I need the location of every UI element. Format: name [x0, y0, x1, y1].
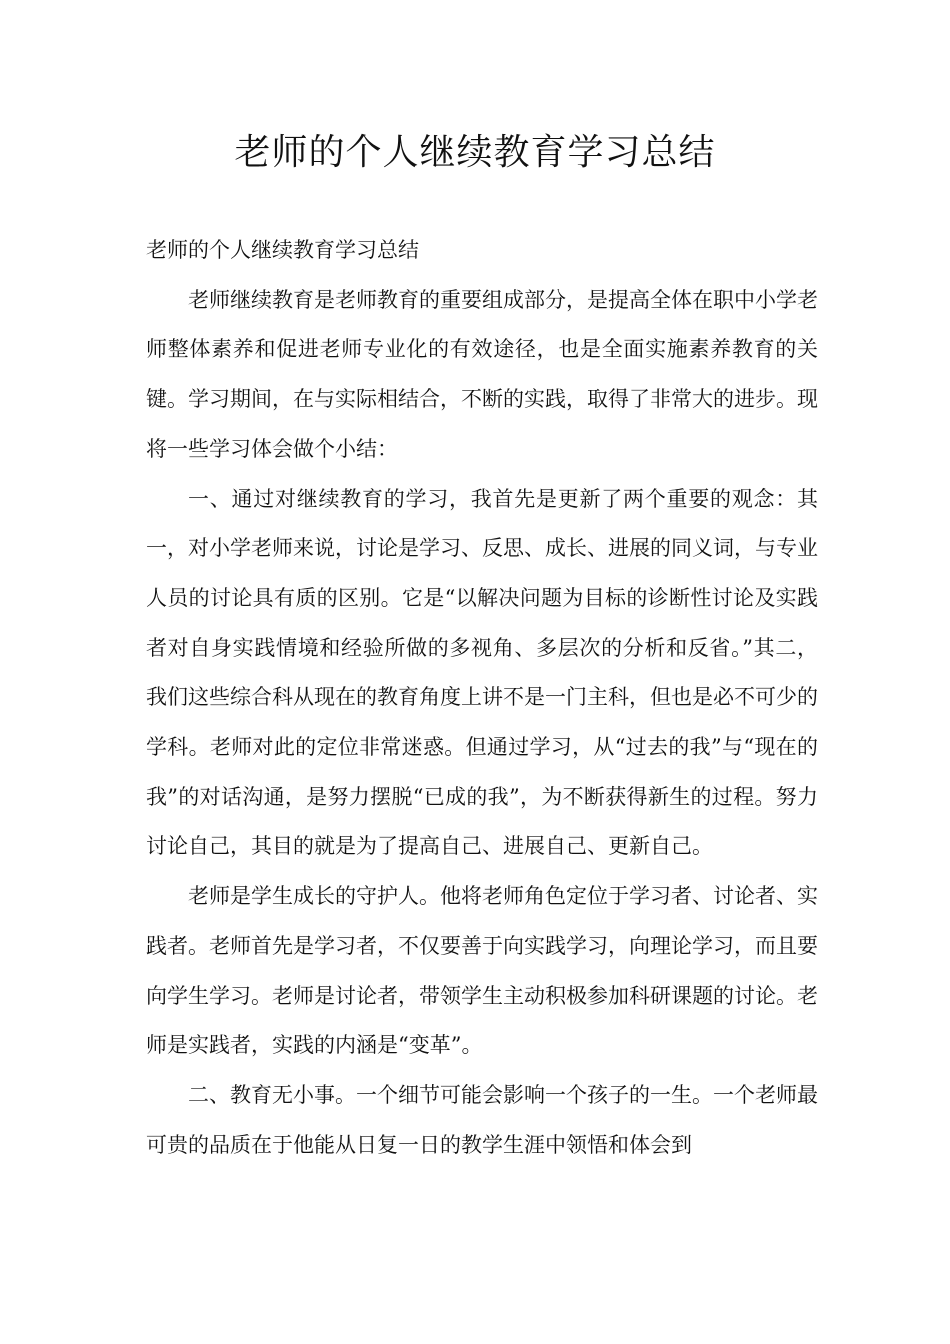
paragraph-4: 二、教育无小事。一个细节可能会影响一个孩子的一生。一个老师最可贵的品质在于他能从日复一日的教学生涯中领悟和体会到	[146, 1082, 818, 1157]
paragraph-2: 一、通过对继续教育的学习，我首先是更新了两个重要的观念：其一，对小学老师来说，讨论是学习、反思、成长、进展的同义词，与专业人员的讨论具有质的区别。它是“以解决问题为目标的诊断性讨论及实践者对自身实践情境和经验所做的多视角、多层次的分析和反省。”其二，我们这些综合科从现在的教育角度上讲不是一门主科，但也是必不可少的学科。老师对此的定位非常迷惑。但通过学习，从“过去的我”与“现在的我”的对话沟通，是努力摆脱“已成的我”，为不断获得新生的过程。努力讨论自己，其目的就是为了提高自己、进展自己、更新自己。	[146, 486, 818, 859]
paragraph-1: 老师继续教育是老师教育的重要组成部分，是提高全体在职中小学老师整体素养和促进老师专业化的有效途径，也是全面实施素养教育的关键。学习期间，在与实际相结合，不断的实践，取得了非常大的进步。现将一些学习体会做个小结：	[146, 287, 818, 461]
document-subtitle: 老师的个人继续教育学习总结	[146, 238, 419, 262]
paragraph-3: 老师是学生成长的守护人。他将老师角色定位于学习者、讨论者、实践者。老师首先是学习者，不仅要善于向实践学习，向理论学习，而且要向学生学习。老师是讨论者，带领学生主动积极参加科研课题的讨论。老师是实践者，实践的内涵是“变革”。	[146, 884, 818, 1058]
document-body	[146, 226, 818, 1170]
document-title: 老师的个人继续教育学习总结	[234, 132, 716, 173]
